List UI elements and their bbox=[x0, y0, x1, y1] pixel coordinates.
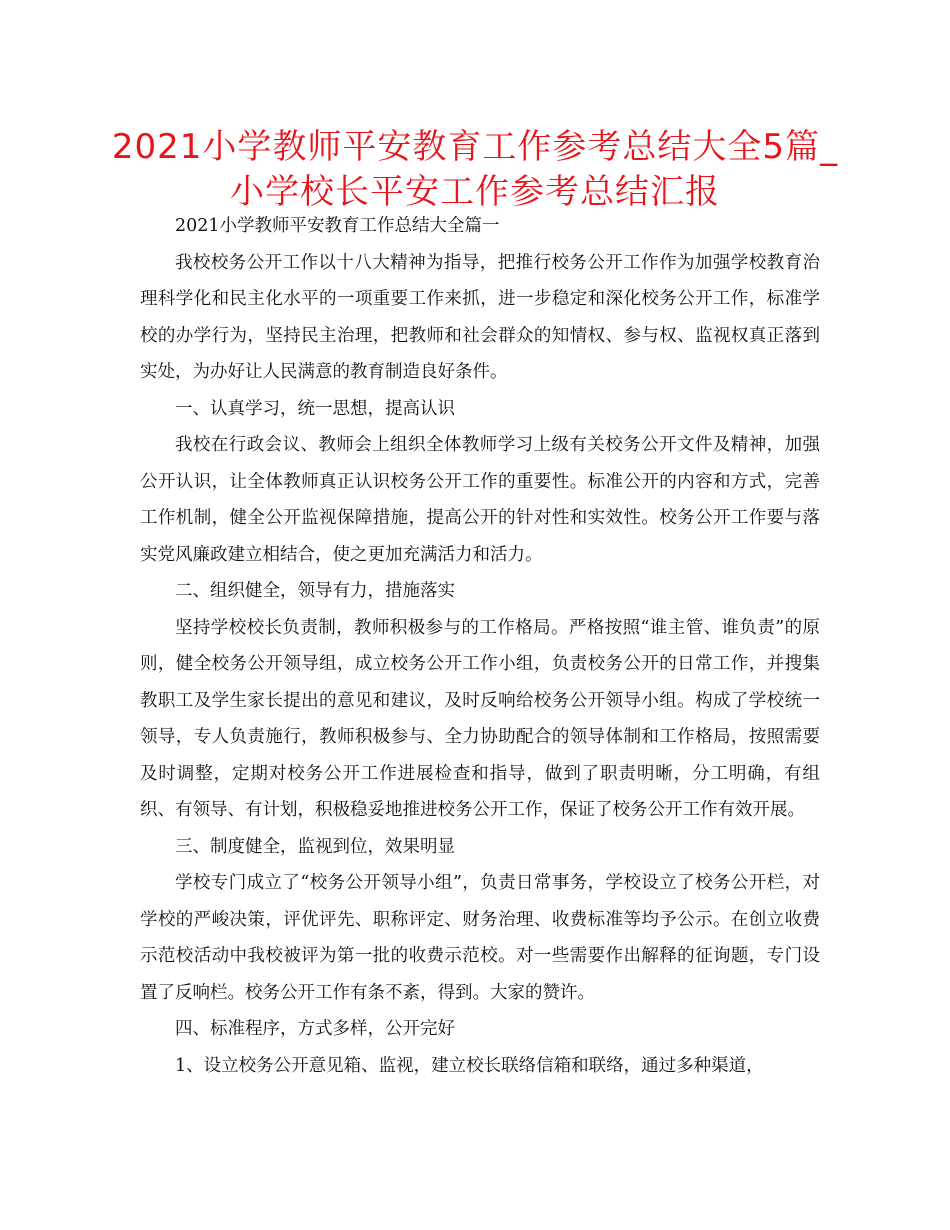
document-title-line-2: 小学校长平安工作参考总结汇报 bbox=[230, 172, 720, 212]
document-title-line-1: 2021小学教师平安教育工作参考总结大全5篇_ bbox=[111, 127, 839, 167]
paragraph: 学校专门成立了“校务公开领导小组”，负责日常事务，学校设立了校务公开栏，对学校的严峻决策，评优评先、职称评定、财务治理、收费标准等均予公示。在创立收费示范校活动中我校被评为第一批的收费示范校。对一些需要作出解释的征询题，专门设置了反响栏。校务公开工作有条不紊，得到。大家的赞许。 bbox=[140, 873, 820, 1003]
section-subtitle: 2021小学教师平安教育工作总结大全篇一 bbox=[175, 216, 500, 236]
paragraph: 1、设立校务公开意见箱、监视，建立校长联络信箱和联络，通过多种渠道， bbox=[175, 1055, 764, 1076]
paragraph: 我校在行政会议、教师会上组织全体教师学习上级有关校务公开文件及精神，加强公开认识，让全体教师真正认识校务公开工作的重要性。标准公开的内容和方式，完善工作机制，健全公开监视保障措施，提高公开的针对性和实效性。校务公开工作要与落实党风廉政建立相结合，使之更加充满活力和活力。 bbox=[140, 435, 820, 565]
section-heading: 三、制度健全，监视到位，效果明显 bbox=[175, 836, 455, 857]
paragraph: 我校校务公开工作以十八大精神为指导，把推行校务公开工作作为加强学校教育治理科学化和民主化水平的一项重要工作来抓，进一步稳定和深化校务公开工作，标准学校的办学行为，坚持民主治理，把教师和社会群众的知情权、参与权、监视权真正落到实处，为办好让人民满意的教育制造良好条件。 bbox=[140, 252, 820, 382]
section-heading: 二、组织健全，领导有力，措施落实 bbox=[175, 581, 455, 601]
document-body bbox=[140, 208, 820, 1084]
section-heading: 一、认真学习，统一思想，提高认识 bbox=[175, 398, 455, 419]
section-heading: 四、标准程序，方式多样，公开完好 bbox=[175, 1019, 455, 1039]
paragraph: 坚持学校校长负责制，教师积极参与的工作格局。严格按照“谁主管、谁负责”的原则，健全校务公开领导组，成立校务公开工作小组，负责校务公开的日常工作，并搜集教职工及学生家长提出的意见和建议，及时反响给校务公开领导小组。构成了学校统一领导，专人负责施行，教师积极参与、全力协助配合的领导体制和工作格局，按照需要及时调整，定期对校务公开工作进展检查和指导，做到了职责明晰，分工明确，有组织、有领导、有计划，积极稳妥地推进校务公开工作，保证了校务公开工作有效开展。 bbox=[140, 617, 820, 820]
